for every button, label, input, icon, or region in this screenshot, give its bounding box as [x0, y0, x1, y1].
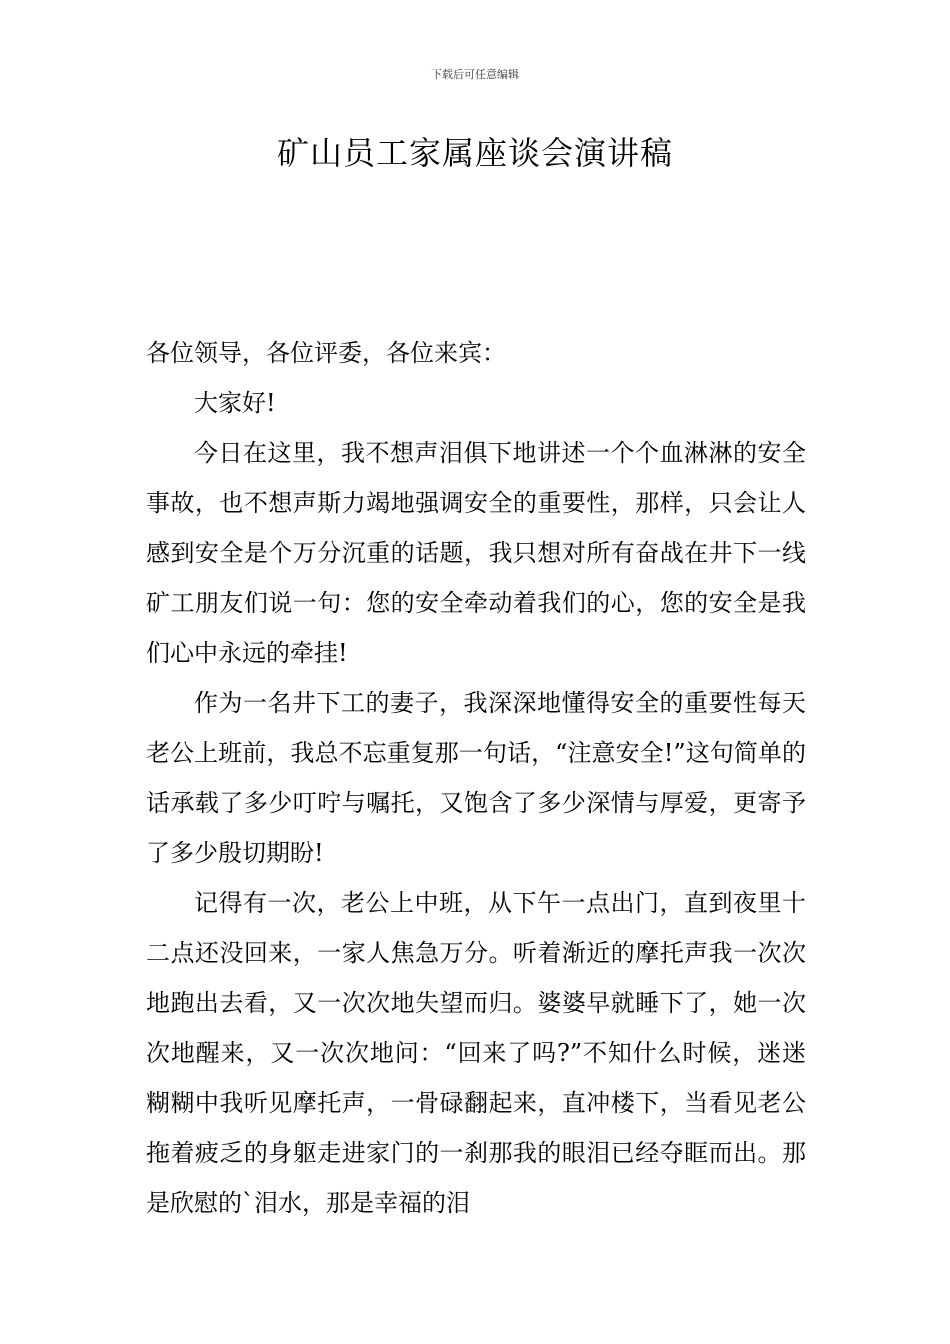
document-body [146, 328, 806, 1228]
document-title: 矿山员工家属座谈会演讲稿 [276, 134, 673, 172]
paragraph-3: 记得有一次，老公上中班，从下午一点出门，直到夜里十二点还没回来，一家人焦急万分。听着渐近的摩托声我一次次地跑出去看，又一次次地失望而归。婆婆早就睡下了，她一次次地醒来，又一次次地问：“回来了吗?”不知什么时候，迷迷糊糊中我听见摩托声，一骨碌翻起来，直冲楼下，当看见老公拖着疲乏的身躯走进家门的一刹那我的眼泪已经夺眶而出。那是欣慰的`泪水，那是幸福的泪 [146, 889, 806, 1217]
salutation: 各位领导，各位评委，各位来宾： [146, 339, 506, 367]
paragraph-greeting: 大家好! [194, 389, 276, 417]
paragraph-1: 今日在这里，我不想声泪俱下地讲述一个个血淋淋的安全事故，也不想声斯力竭地强调安全的重要性，那样，只会让人感到安全是个万分沉重的话题，我只想对所有奋战在井下一线矿工朋友们说一句：您的安全牵动着我们的心，您的安全是我们心中永远的牵挂! [146, 439, 806, 667]
paragraph-2: 作为一名井下工的妻子，我深深地懂得安全的重要性每天老公上班前，我总不忘重复那一句话，“注意安全!”这句简单的话承载了多少叮咛与嘱托，又饱含了多少深情与厚爱，更寄予了多少殷切期盼! [146, 689, 806, 867]
header-note: 下载后可任意编辑 [431, 68, 519, 81]
